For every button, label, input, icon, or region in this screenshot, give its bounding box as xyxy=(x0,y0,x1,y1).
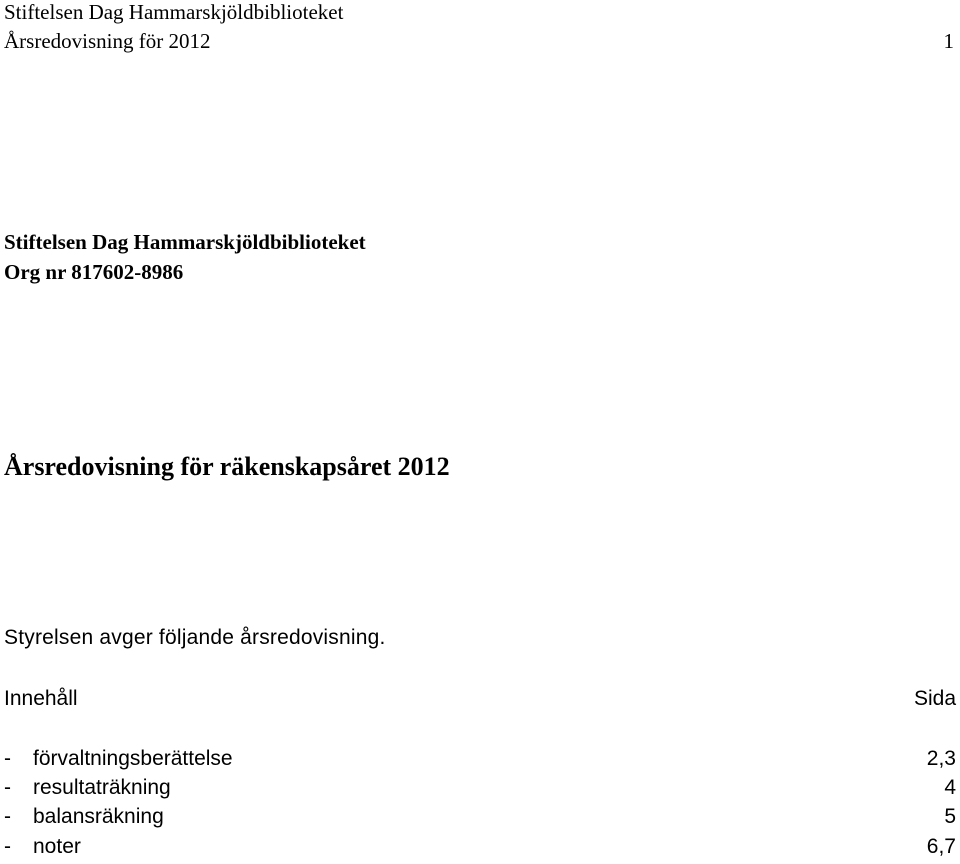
toc-page: 6,7 xyxy=(926,835,956,858)
toc-row xyxy=(0,776,960,805)
toc-page-header: Sida xyxy=(913,687,956,710)
toc-label: resultaträkning xyxy=(33,776,171,799)
toc-bullet: - xyxy=(4,776,11,799)
toc-page: 2,3 xyxy=(926,747,956,770)
toc-page: 5 xyxy=(944,805,956,828)
toc-page: 4 xyxy=(944,776,956,799)
toc-bullet: - xyxy=(4,835,11,858)
toc-row xyxy=(0,835,960,864)
header-page-number: 1 xyxy=(943,29,954,53)
toc-label: balansräkning xyxy=(33,805,164,828)
toc-content-header: Innehåll xyxy=(4,687,78,710)
toc-label: noter xyxy=(33,835,81,858)
organization-name: Stiftelsen Dag Hammarskjöldbiblioteket xyxy=(4,230,366,254)
page-title: Årsredovisning för räkenskapsåret 2012 xyxy=(4,452,450,481)
header-organization-name: Stiftelsen Dag Hammarskjöldbiblioteket xyxy=(4,0,344,24)
intro-paragraph: Styrelsen avger följande årsredovisning. xyxy=(4,626,386,649)
header-document-title: Årsredovisning för 2012 xyxy=(4,29,211,53)
toc-bullet: - xyxy=(4,747,11,770)
toc-bullet: - xyxy=(4,805,11,828)
toc-row xyxy=(0,805,960,834)
toc-label: förvaltningsberättelse xyxy=(33,747,233,770)
organization-number: Org nr 817602-8986 xyxy=(4,260,184,284)
toc-row xyxy=(0,747,960,776)
